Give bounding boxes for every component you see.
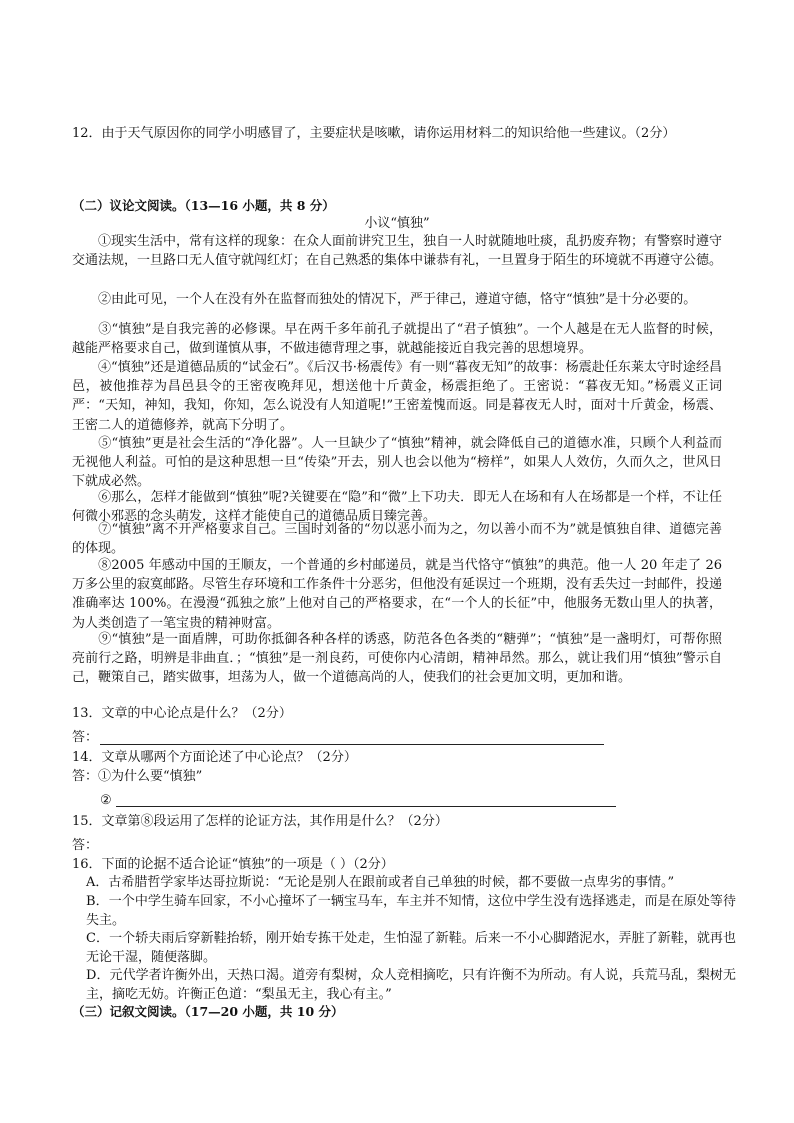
paragraph-6: ⑥那么，怎样才能做到“慎独”呢?关键要在“隐”和“微”上下功夫．即无人在场和有人在场都是一个样，不让任何微小邪恶的念头萌发，这样才能使自己的道德品质日臻完善。 (72, 490, 722, 525)
option-c: C．一个轿夫雨后穿新鞋抬轿，刚开始专拣干处走，生怕湿了新鞋。后来一不小心脚踏泥水，弄脏了新鞋，就再也无论干湿，随便落脚。 (86, 931, 736, 965)
answer-14-part-1: 答：①为什么要“慎独” (72, 769, 203, 784)
paragraph-8: ⑧2005 年感动中国的王顺友，一个普通的乡村邮递员，就是当代恪守“慎独”的典范。他一人 20 年走了 26 万多公里的寂寞邮路。尽管生存环境和工作条件十分恶劣，但他没有延误过一个班期，没有丢失过一封邮件，投递准确率达 100%。在漫漫“孤独之旅”上他对自己的严格要求，在“一个人的长征”中，他服务无数山里人的执著，为人类创造了一笔宝贵的精神财富。 (72, 558, 723, 631)
answer-13-label: 答： (72, 730, 99, 745)
paragraph-3: ③“慎独”是自我完善的必修课。早在两千多年前孔子就提出了“君子慎独”。一个人越是在无人监督的时候，越能严格要求自己，做到谨慎从事，不做违德背理之事，就越能接近自我完善的思想境界。 (72, 322, 722, 357)
answer-14-line[interactable] (116, 806, 616, 807)
option-d: D．元代学者许衡外出，天热口渴。道旁有梨树，众人竞相摘吃，只有许衡不为所动。有人说，兵荒马乱，梨树无主，摘吃无妨。许衡正色道：“梨虽无主，我心有主。” (86, 968, 736, 1002)
paragraph-9: ⑨“慎独”是一面盾牌，可助你抵御各种各样的诱惑，防范各色各类的“糖弹”；“慎独”是一盏明灯，可帮你照亮前行之路，明辨是非曲直．；“慎独”是一剂良药，可使你内心清朗，精神昂然。那么，就让我们用“慎独”警示自己，鞭策自己，踏实做事，坦荡为人，做一个道德高尚的人，使我们的社会更加文明，更加和谐。 (72, 632, 722, 686)
paragraph-4: ④“慎独”还是道德品质的“试金石”。《后汉书·杨震传》有一则“暮夜无知”的故事：杨震赴任东莱太守时途经昌邑，被他推荐为昌邑县令的王密夜晚拜见，想送他十斤黄金，杨震拒绝了。王密说：“暮夜无知。”杨震义正词严：“天知，神知，我知，你知，怎么说没有人知道呢!”王密羞愧而返。同是暮夜无人时，面对十斤黄金，杨震、王密二人的道德修养，就高下分明了。 (72, 360, 722, 433)
question-16: 16．下面的论据不适合论证“慎独”的一项是（ ）（2分） (72, 857, 394, 872)
paragraph-7: ⑦“慎独”离不开严格要求自己。三国时刘备的“勿以恶小而为之，勿以善小而不为”就是慎独自律、道德完善的体现。 (72, 522, 722, 557)
option-b: B．一个中学生骑车回家，不小心撞坏了一辆宝马车，车主并不知情，这位中学生没有选择逃走，而是在原处等待失主。 (86, 894, 736, 928)
answer-15-label: 答： (72, 838, 99, 853)
option-a: A．古希腊哲学家毕达哥拉斯说：“无论是别人在跟前或者自己单独的时候，都不要做一点卑劣的事情。” (86, 875, 675, 890)
paragraph-5: ⑤“慎独”更是社会生活的“净化器”。人一旦缺少了“慎独”精神，就会降低自己的道德水准，只顾个人利益而无视他人利益。可怕的是这种思想一旦“传染”开去，别人也会以他为“榜样”，如果人人效仿，久而久之，世风日下就成必然。 (72, 436, 722, 490)
question-12: 12．由于天气原因你的同学小明感冒了，主要症状是咳嗽，请你运用材料二的知识给他一些建议。（2分） (72, 126, 676, 141)
question-13: 13．文章的中心论点是什么？（2分） (72, 706, 292, 721)
question-15: 15．文章第⑧段运用了怎样的论证方法，其作用是什么？（2分） (72, 814, 448, 829)
section-3-heading: （三）记叙文阅读。（17—20 小题，共 10 分） (72, 1004, 344, 1019)
question-14: 14．文章从哪两个方面论述了中心论点？（2分） (72, 750, 357, 765)
paragraph-2: ②由此可见，一个人在没有外在监督而独处的情况下，严于律己，遵道守德，恪守“慎独”是十分必要的。 (98, 292, 697, 307)
answer-13-line[interactable] (100, 744, 604, 745)
article-title: 小议“慎独” (364, 216, 430, 231)
paragraph-1: ①现实生活中，常有这样的现象：在众人面前讲究卫生，独自一人时就随地吐痰，乱扔废弃物；有警察时遵守交通法规，一旦路口无人值守就闯红灯；在自己熟悉的集体中谦恭有礼，一旦置身于陌生的环境就不再遵守公德。 (72, 234, 723, 269)
section-2-heading: （二）议论文阅读。（13—16 小题，共 8 分） (72, 198, 335, 213)
answer-14-part-2-label: ② (100, 793, 112, 808)
